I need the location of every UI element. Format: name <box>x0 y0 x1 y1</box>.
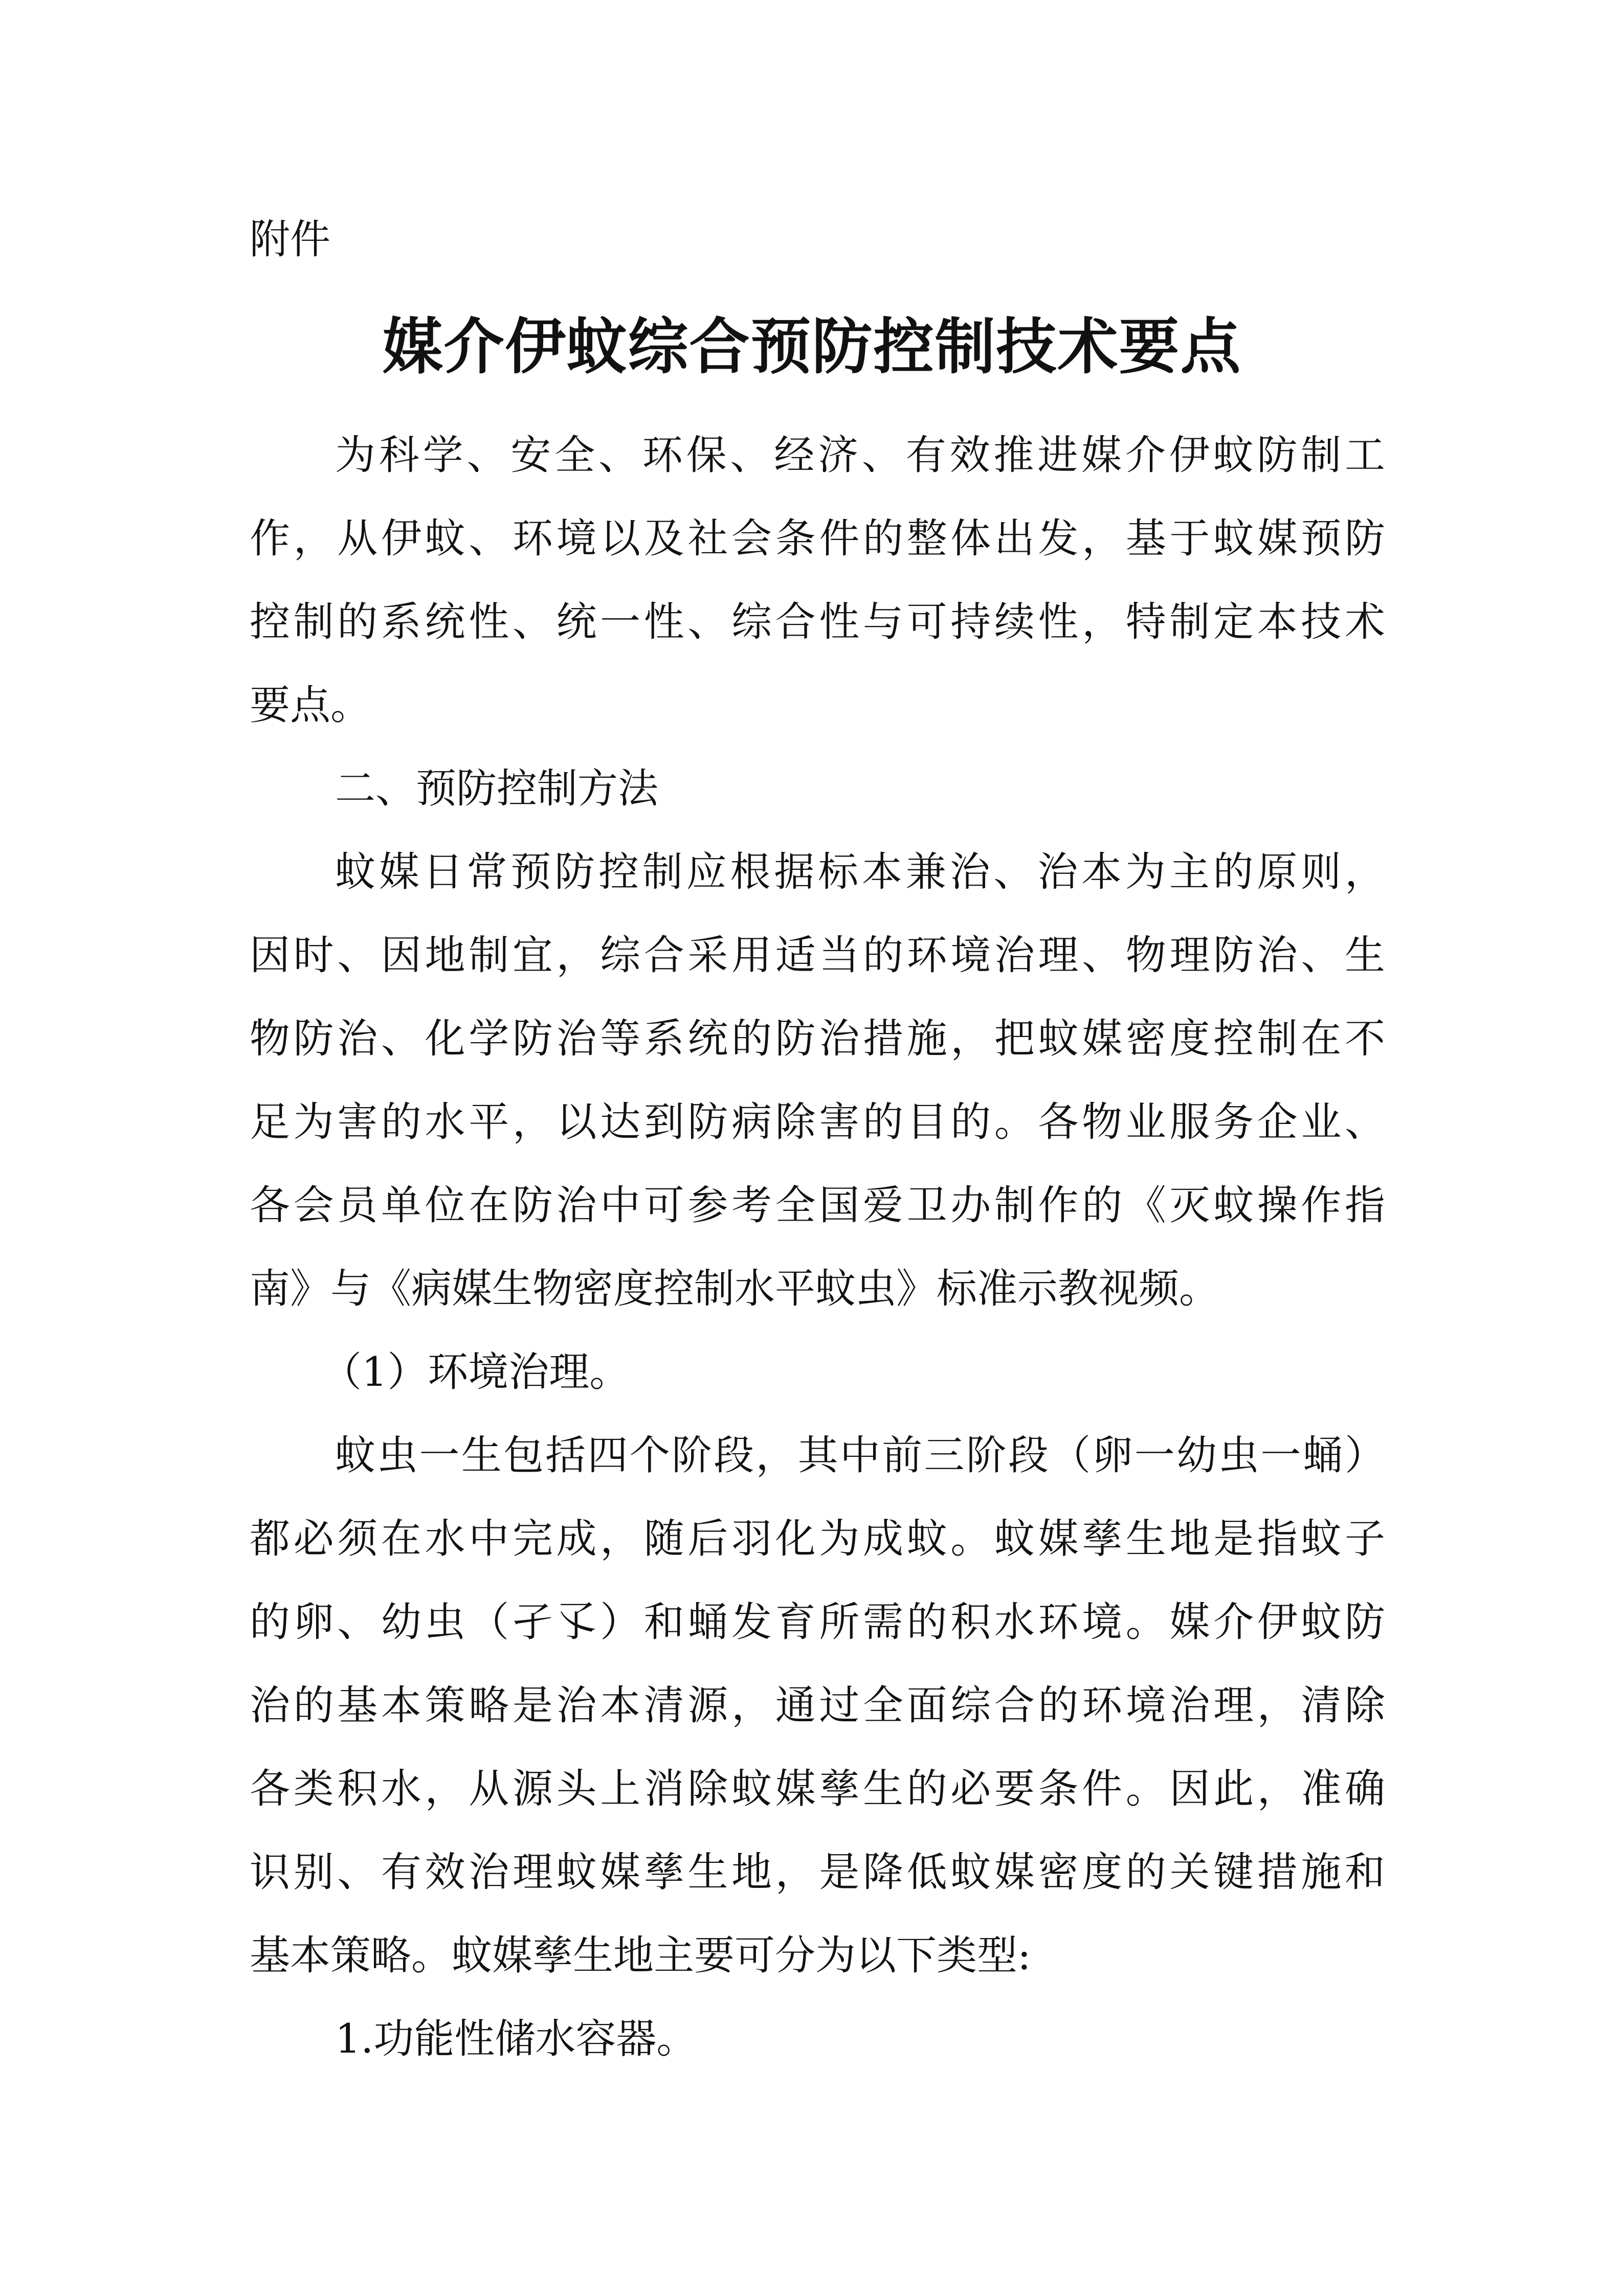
methods-line: 物防治、化学防治等系统的防治措施，把蚊媒密度控制在不 <box>250 1015 1385 1062</box>
methods-line: 蚊媒日常预防控制应根据标本兼治、治本为主的原则， <box>335 848 1385 895</box>
environment-line: 的卵、幼虫（孑孓）和蛹发育所需的积水环境。媒介伊蚊防 <box>250 1599 1385 1646</box>
numbered-item: 1.功能性储水容器。 <box>335 2015 697 2062</box>
attachment-label: 附件 <box>250 216 330 263</box>
intro-line: 作，从伊蚊、环境以及社会条件的整体出发，基于蚊媒预防 <box>250 515 1385 562</box>
methods-line: 南》与《病媒生物密度控制水平蚊虫》标准示教视频。 <box>250 1265 1219 1312</box>
environment-line: 都必须在水中完成，随后羽化为成蚊。蚊媒孳生地是指蚊子 <box>250 1515 1385 1562</box>
section-heading: 二、预防控制方法 <box>335 765 658 812</box>
environment-line: 基本策略。蚊媒孳生地主要可分为以下类型: <box>250 1932 1031 1979</box>
intro-line: 为科学、安全、环保、经济、有效推进媒介伊蚊防制工 <box>335 432 1385 479</box>
environment-line: 治的基本策略是治本清源，通过全面综合的环境治理，清除 <box>250 1682 1385 1729</box>
environment-line: 各类积水，从源头上消除蚊媒孳生的必要条件。因此，准确 <box>250 1765 1385 1812</box>
subsection-heading: （1）环境治理。 <box>321 1348 630 1395</box>
intro-line: 控制的系统性、统一性、综合性与可持续性，特制定本技术 <box>250 598 1385 645</box>
intro-line: 要点。 <box>250 682 371 729</box>
methods-line: 足为害的水平，以达到防病除害的目的。各物业服务企业、 <box>250 1098 1385 1145</box>
environment-line: 识别、有效治理蚊媒孳生地，是降低蚊媒密度的关键措施和 <box>250 1849 1385 1896</box>
methods-line: 因时、因地制宜，综合采用适当的环境治理、物理防治、生 <box>250 932 1385 979</box>
document-title: 媒介伊蚊综合预防控制技术要点 <box>382 311 1242 382</box>
methods-line: 各会员单位在防治中可参考全国爱卫办制作的《灭蚊操作指 <box>250 1182 1385 1229</box>
environment-line: 蚊虫一生包括四个阶段，其中前三阶段（卵一幼虫一蛹） <box>335 1432 1385 1479</box>
